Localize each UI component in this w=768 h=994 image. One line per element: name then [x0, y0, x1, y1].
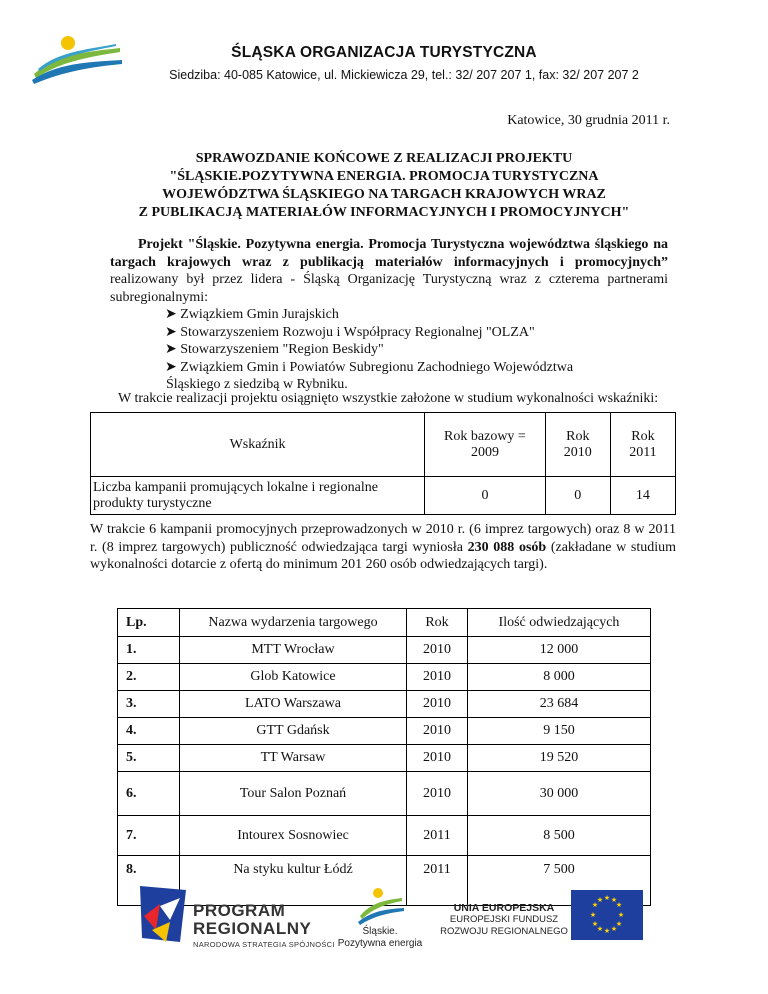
- table-row: 1. MTT Wrocław 2010 12 000: [118, 637, 651, 664]
- table-cell: Liczba kampanii promujących lokalne i regionalne produkty turystyczne: [91, 477, 425, 515]
- intro-paragraph: [110, 236, 668, 306]
- svg-text:★: ★: [596, 925, 604, 933]
- indicators-table: [90, 412, 676, 515]
- table-row: 4. GTT Gdańsk 2010 9 150: [118, 718, 651, 745]
- table-cell: 0: [425, 477, 546, 515]
- title-line: "ŚLĄSKIE.POZYTYWNA ENERGIA. PROMOCJA TURYSTYCZNA: [169, 169, 599, 184]
- intro-bold: Projekt "Śląskie. Pozytywna energia. Promocja Turystyczna województwa śląskiego na targach krajowych wraz z publikacją materiałów informacyjnych i promocyjnych”: [110, 237, 668, 270]
- title-line: WOJEWÓDZTWA ŚLĄSKIEGO NA TARGACH KRAJOWYCH WRAZ: [162, 187, 606, 202]
- table-header: Wskaźnik: [91, 413, 425, 477]
- table-cell: 0: [545, 477, 610, 515]
- list-item: ➤ Stowarzyszeniem Rozwoju i Współpracy Regionalnej "OLZA": [165, 324, 535, 340]
- table-row: [91, 477, 676, 515]
- eu-flag-icon: [571, 890, 643, 940]
- table-header: Rok 2011: [610, 413, 675, 477]
- svg-text:★: ★: [615, 920, 623, 928]
- indicators-intro: W trakcie realizacji projektu osiągnięto wszystkie założone w studium wykonalności wskaźniki:: [118, 391, 659, 406]
- org-name: ŚLĄSKA ORGANIZACJA TURYSTYCZNA: [231, 44, 537, 61]
- program-regionalny-text: PROGRAM REGIONALNY: [193, 901, 312, 938]
- title-line: Z PUBLIKACJĄ MATERIAŁÓW INFORMACYJNYCH I PROMOCYJNYCH": [138, 205, 630, 220]
- svg-text:★: ★: [589, 911, 597, 919]
- svg-text:★: ★: [610, 925, 618, 933]
- table-row: 2. Glob Katowice 2010 8 000: [118, 664, 651, 691]
- svg-text:★: ★: [596, 896, 604, 904]
- svg-text:★: ★: [610, 896, 618, 904]
- slaskie-logo: [356, 886, 406, 926]
- svg-text:★: ★: [603, 894, 611, 902]
- svg-text:★: ★: [603, 927, 611, 935]
- list-item: ➤ Związkiem Gmin Jurajskich: [165, 307, 339, 322]
- table-header: Rok bazowy = 2009: [425, 413, 546, 477]
- svg-text:★: ★: [615, 901, 623, 909]
- table-row: 3. LATO Warszawa 2010 23 684: [118, 691, 651, 718]
- svg-text:★: ★: [591, 901, 599, 909]
- table-cell: 14: [610, 477, 675, 515]
- table-header: Rok: [407, 609, 468, 637]
- eu-text: UNIA EUROPEJSKA EUROPEJSKI FUNDUSZ ROZWOJU REGIONALNEGO: [440, 902, 568, 937]
- table-row: 6. Tour Salon Poznań 2010 30 000: [118, 772, 651, 816]
- document-title: [0, 150, 768, 222]
- table-header: Lp.: [118, 609, 180, 637]
- list-item-continuation: Śląskiego z siedzibą w Rybniku.: [166, 377, 348, 392]
- document-date: Katowice, 30 grudnia 2011 r.: [507, 113, 670, 128]
- events-table: [117, 608, 651, 906]
- table-header-row: [91, 413, 676, 477]
- list-item: ➤ Stowarzyszeniem "Region Beskidy": [165, 342, 384, 357]
- slaskie-text: Śląskie. Pozytywna energia: [337, 926, 423, 949]
- summary-paragraph: W trakcie 6 kampanii promocyjnych przeprowadzonych w 2010 r. (6 imprez targowych) oraz 8 w 2011 r. (8 imprez targowych) publiczność odwiedzająca targi wyniosła 230 088 osób (zakładane w studium wykonalności dotarcie z ofertą do minimum 201 260 osób odwiedzających targi).: [90, 522, 676, 572]
- table-header: Rok 2010: [545, 413, 610, 477]
- svg-text:★: ★: [617, 911, 625, 919]
- table-row: 7. Intourex Sosnowiec 2011 8 500: [118, 816, 651, 856]
- partner-list: [165, 306, 573, 394]
- table-header-row: [118, 609, 651, 637]
- program-subtitle: NARODOWA STRATEGIA SPÓJNOŚCI: [193, 940, 335, 949]
- program-regionalny-logo: [140, 886, 190, 944]
- table-row: 5. TT Warsaw 2010 19 520: [118, 745, 651, 772]
- total-visitors: 230 088 osób: [467, 539, 547, 555]
- list-item: ➤ Związkiem Gmin i Powiatów Subregionu Zachodniego Województwa: [165, 359, 574, 375]
- title-line: SPRAWOZDANIE KOŃCOWE Z REALIZACJI PROJEKTU: [195, 151, 573, 166]
- intro-rest: realizowany był przez lidera - Śląską Organizację Turystyczną wraz z czterema partnerami subregionalnymi:: [110, 272, 668, 305]
- org-address: Siedziba: 40-085 Katowice, ul. Mickiewicza 29, tel.: 32/ 207 207 1, fax: 32/ 207 207 2: [169, 68, 639, 82]
- table-header: Nazwa wydarzenia targowego: [180, 609, 407, 637]
- svg-text:★: ★: [591, 920, 599, 928]
- table-row: 8. Na styku kultur Łódź 2011 7 500: [118, 856, 651, 906]
- table-header: Ilość odwiedzających: [468, 609, 651, 637]
